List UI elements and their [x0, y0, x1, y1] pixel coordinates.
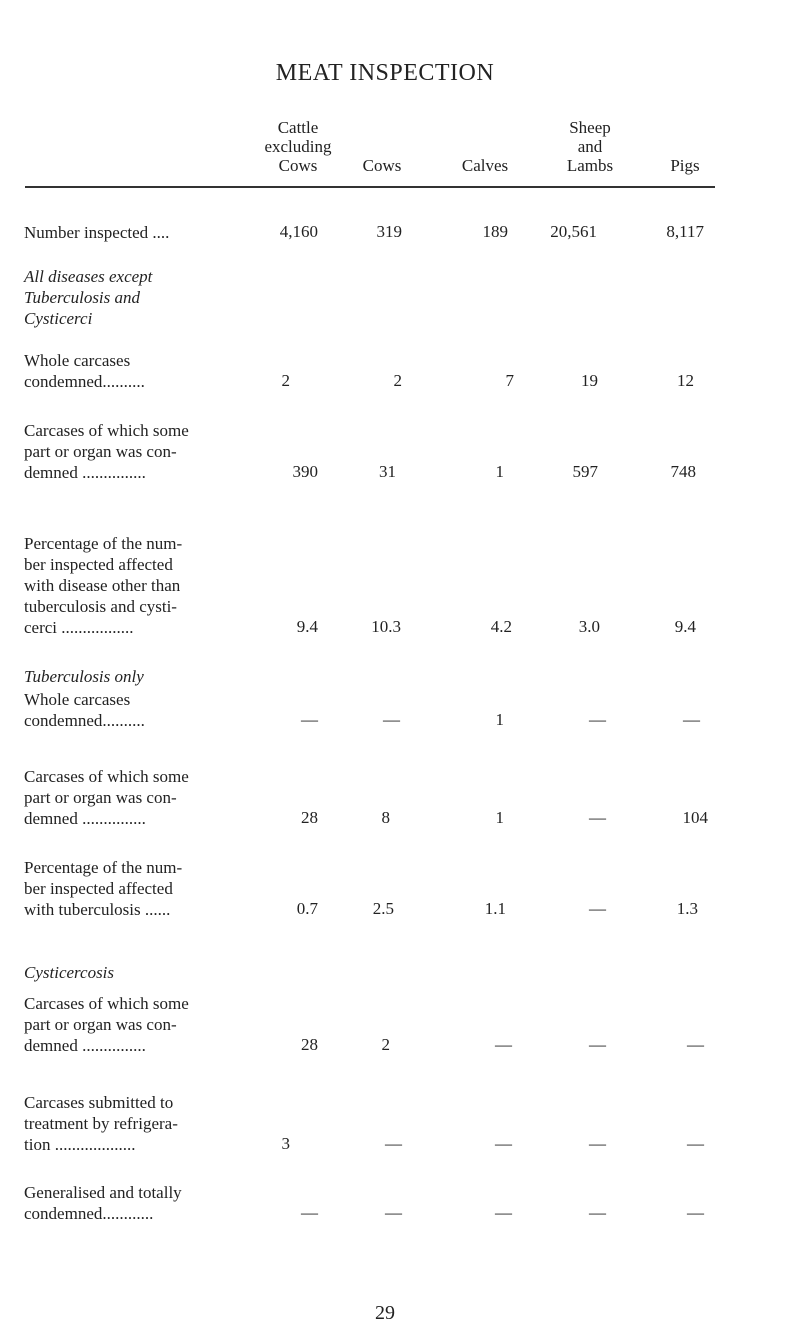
row-label: Carcases of which some part or organ was con- demned ............... [24, 767, 189, 828]
table-cell: 1.1 [484, 899, 506, 918]
table-cell: — [687, 1035, 704, 1054]
row-label: Whole carcases condemned.......... [24, 690, 145, 730]
table-cell: 9.4 [296, 617, 318, 636]
table-cell: 0.7 [296, 899, 318, 918]
table-cell: — [589, 899, 606, 918]
table-cell: 31 [379, 462, 396, 481]
table-cell: 7 [505, 371, 514, 390]
row-label: Whole carcases condemned.......... [24, 351, 145, 391]
table-cell: 8,117 [666, 222, 704, 241]
table-cell: 390 [292, 462, 318, 481]
table-cell: 597 [572, 462, 598, 481]
table-cell: 1 [495, 462, 504, 481]
table-cell: 20,561 [550, 222, 597, 241]
table-cell: — [589, 1134, 606, 1153]
column-header-pigs: Pigs [670, 156, 700, 175]
row-label: Carcases of which some part or organ was con- demned ............... [24, 421, 189, 482]
column-header-sheep: Sheep and Lambs [566, 118, 614, 175]
row-label: Generalised and totally condemned............ [24, 1183, 182, 1223]
table-cell: 2 [281, 371, 290, 390]
section-heading-all-diseases: All diseases except Tuberculosis and Cysticerci [24, 267, 153, 328]
table-cell: 1 [495, 808, 504, 827]
table-cell: 2 [381, 1035, 390, 1054]
table-cell: — [495, 1035, 512, 1054]
row-label: Carcases of which some part or organ was con- demned ............... [24, 994, 189, 1055]
table-cell: 4,160 [279, 222, 318, 241]
table-cell: — [687, 1134, 704, 1153]
table-cell: 2 [393, 371, 402, 390]
table-cell: — [495, 1134, 512, 1153]
header-rule [25, 186, 715, 188]
table-cell: 104 [682, 808, 708, 827]
table-cell: 28 [301, 808, 318, 827]
row-label-number-inspected: Number inspected .... [24, 223, 170, 242]
row-label: Percentage of the num- ber inspected affected with tuberculosis ...... [24, 858, 183, 919]
table-cell: 189 [482, 222, 508, 241]
table-cell: 3.0 [578, 617, 600, 636]
table-cell: — [589, 710, 606, 729]
table-cell: — [589, 808, 606, 827]
table-cell: 10.3 [371, 617, 401, 636]
table-cell: — [589, 1203, 606, 1222]
column-header-cattle: Cattle excluding Cows [264, 118, 332, 175]
table-cell: — [385, 1203, 402, 1222]
section-heading-tuberculosis: Tuberculosis only [24, 667, 144, 686]
table-cell: 8 [381, 808, 390, 827]
page-title: MEAT INSPECTION [275, 60, 495, 86]
table-cell: — [589, 1035, 606, 1054]
page-number: 29 [375, 1302, 395, 1324]
row-label: Carcases submitted to treatment by refrigera- tion ................... [24, 1093, 178, 1154]
section-heading-cysticercosis: Cysticercosis [24, 963, 115, 982]
table-cell: 748 [670, 462, 696, 481]
table-cell: — [301, 1203, 318, 1222]
row-label: Percentage of the num- ber inspected affected with disease other than tuberculosis and cysti- cerci ................. [24, 534, 183, 637]
table-cell: — [687, 1203, 704, 1222]
table-cell: — [385, 1134, 402, 1153]
table-cell: 28 [301, 1035, 318, 1054]
table-cell: 3 [281, 1134, 290, 1153]
table-cell: 12 [677, 371, 694, 390]
table-cell: — [383, 710, 400, 729]
table-cell: 4.2 [490, 617, 512, 636]
column-header-calves: Calves [461, 156, 509, 175]
table-cell: — [495, 1203, 512, 1222]
table-cell: — [301, 710, 318, 729]
table-cell: 2.5 [372, 899, 394, 918]
table-cell: 1 [495, 710, 504, 729]
column-header-cows: Cows [362, 156, 402, 175]
table-cell: 19 [581, 371, 598, 390]
table-cell: 1.3 [676, 899, 698, 918]
table-cell: — [683, 710, 700, 729]
table-cell: 9.4 [674, 617, 696, 636]
table-cell: 319 [376, 222, 402, 241]
